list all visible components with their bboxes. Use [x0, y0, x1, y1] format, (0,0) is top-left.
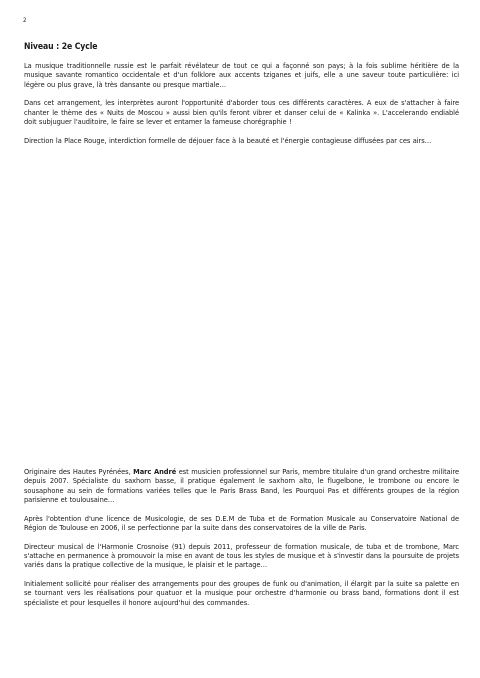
composer-biography — [24, 467, 459, 607]
description-paragraph-1: La musique traditionnelle russie est le parfait révélateur de tout ce qui a façonné son pays; à la fois sublime héritière de la musique savante romantico occidentale et d'un folklore aux accents tziganes et juifs, elle a une saveur toute particulière: ici légère ou plus grave, là très dansante ou presque martiale… — [24, 61, 459, 89]
page-number: 2 — [23, 17, 27, 24]
biography-paragraph-2: Après l'obtention d'une licence de Musicologie, de ses D.E.M de Tuba et de Formation Musicale au Conservatoire National de Région de Toulouse en 2006, il se perfectionne par la suite dans des conservatoires de la ville de Paris. — [24, 513, 459, 532]
piece-description — [24, 61, 459, 145]
biography-intro-after: est musicien professionnel sur Paris, membre titulaire d'un grand orchestre militaire depuis 2007. Spécialiste du saxhorn basse, il pratique également le saxhorn alto, le flugelbone, le trombone ou encore le sousaphone au sein de formations variées telles que le Paris Brass Band, les Pourquoi Pas et différents groupes de la région parisienne et toulousaine… — [24, 467, 460, 504]
biography-paragraph-4: Initialement sollicité pour réaliser des arrangements pour des groupes de funk ou d'animation, il élargit par la suite sa palette en se tournant vers les réalisations pour quatuor et la musique pour orchestre d'harmonie ou brass band, formations dont il est spécialiste et pour lesquelles il honore aujourd'hui des commandes. — [24, 579, 459, 607]
level-heading: Niveau : 2e Cycle — [24, 42, 98, 52]
biography-intro-before: Originaire des Hautes Pyrénées, — [24, 467, 134, 476]
description-paragraph-3: Direction la Place Rouge, interdiction formelle de déjouer face à la beauté et l'énergie contagieuse diffusées par ces airs… — [24, 135, 432, 145]
description-paragraph-2: Dans cet arrangement, les interprètes auront l'opportunité d'aborder tous ces différents caractères. A eux de s'attacher à faire chanter le thème des « Nuits de Moscou » aussi bien qu'ils feront vibrer et danser celui de « Kalinka ». L'accelerando endiablé doit subjuguer l'auditoire, le faire se lever et entamer la fameuse chorégraphie ! — [24, 98, 459, 126]
composer-name: Marc André — [133, 467, 177, 476]
biography-paragraph-3: Directeur musical de l'Harmonie Crosnoise (91) depuis 2011, professeur de formation musicale, de tuba et de trombone, Marc s'attache en permanence à promouvoir la mise en avant de tous les styles de musique et à s'investir dans la poursuite de projets variés dans la pratique collective de la musique, le plaisir et le partage… — [24, 541, 459, 570]
biography-paragraph-1 — [24, 467, 459, 504]
